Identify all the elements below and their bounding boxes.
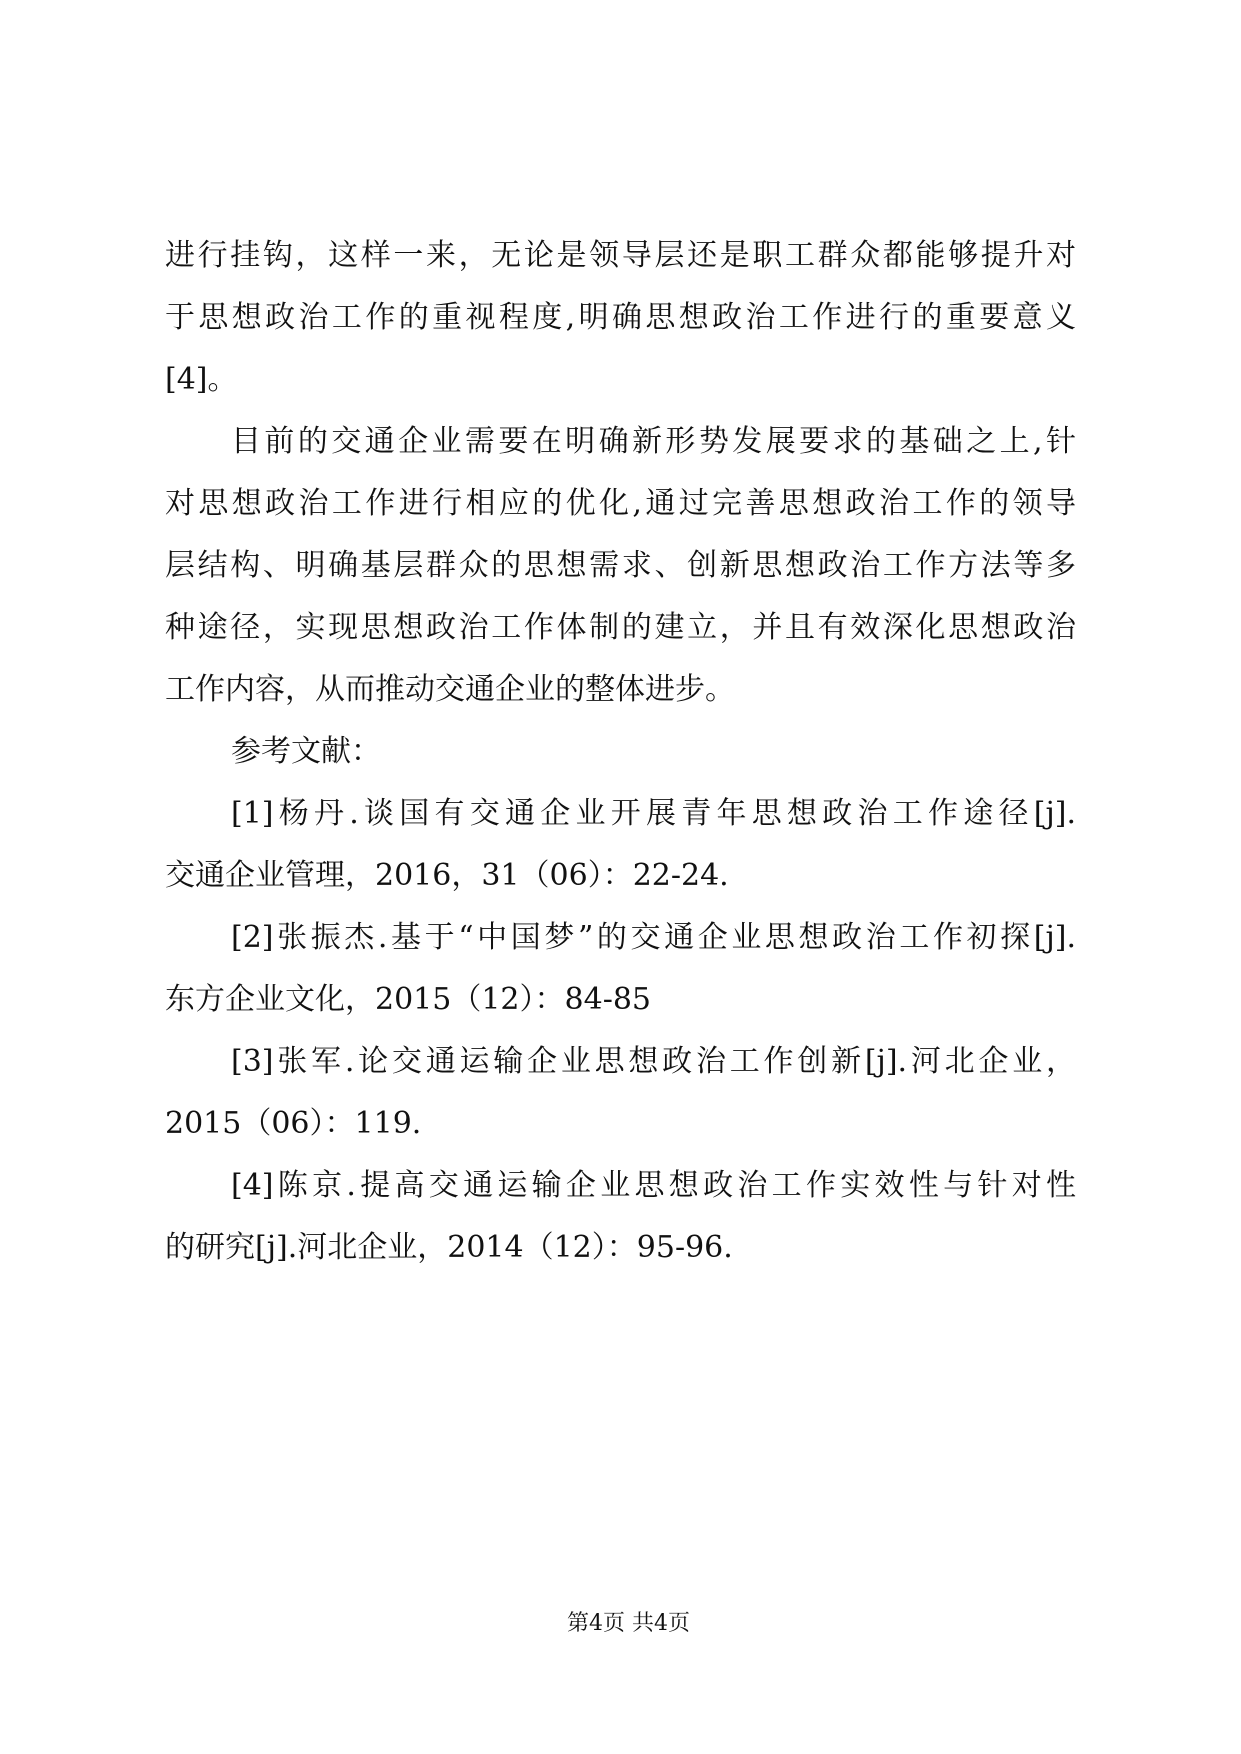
paragraph-continuation <box>165 225 1076 411</box>
reference-line: [3]张军.论交通运输企业思想政治工作创新[j].河北企业， <box>231 1044 1076 1079</box>
body-line: 工作内容，从而推动交通企业的整体进步。 <box>165 672 735 707</box>
page-number-footer: 第4页 共4页 <box>567 1611 690 1636</box>
body-text <box>165 225 1076 1279</box>
body-line: 层结构、明确基层群众的思想需求、创新思想政治工作方法等多 <box>165 548 1076 583</box>
reference-line: 交通企业管理，2016，31（06）：22-24. <box>165 858 729 893</box>
body-line: 目前的交通企业需要在明确新形势发展要求的基础之上,针 <box>231 424 1076 459</box>
reference-item <box>165 1031 1076 1155</box>
references-heading: 参考文献： <box>231 734 381 769</box>
paragraph-conclusion <box>165 411 1076 721</box>
reference-line: 的研究[j].河北企业，2014（12）：95-96. <box>165 1230 733 1265</box>
body-line: 于思想政治工作的重视程度,明确思想政治工作进行的重要意义 <box>165 300 1076 335</box>
body-line: [4]。 <box>165 362 238 397</box>
body-line: 种途径，实现思想政治工作体制的建立，并且有效深化思想政治 <box>165 610 1076 645</box>
reference-line: 东方企业文化，2015（12）：84-85 <box>165 982 652 1017</box>
body-line: 进行挂钩，这样一来，无论是领导层还是职工群众都能够提升对 <box>165 238 1076 273</box>
reference-item <box>165 1155 1076 1279</box>
reference-item <box>165 783 1076 907</box>
reference-line: 2015（06）：119. <box>165 1106 422 1141</box>
reference-line: [2]张振杰.基于“中国梦”的交通企业思想政治工作初探[j]. <box>231 920 1076 955</box>
reference-line: [1]杨丹.谈国有交通企业开展青年思想政治工作途径[j]. <box>231 796 1076 831</box>
body-line: 对思想政治工作进行相应的优化,通过完善思想政治工作的领导 <box>165 486 1076 521</box>
reference-item <box>165 907 1076 1031</box>
reference-line: [4]陈京.提高交通运输企业思想政治工作实效性与针对性 <box>231 1168 1076 1203</box>
